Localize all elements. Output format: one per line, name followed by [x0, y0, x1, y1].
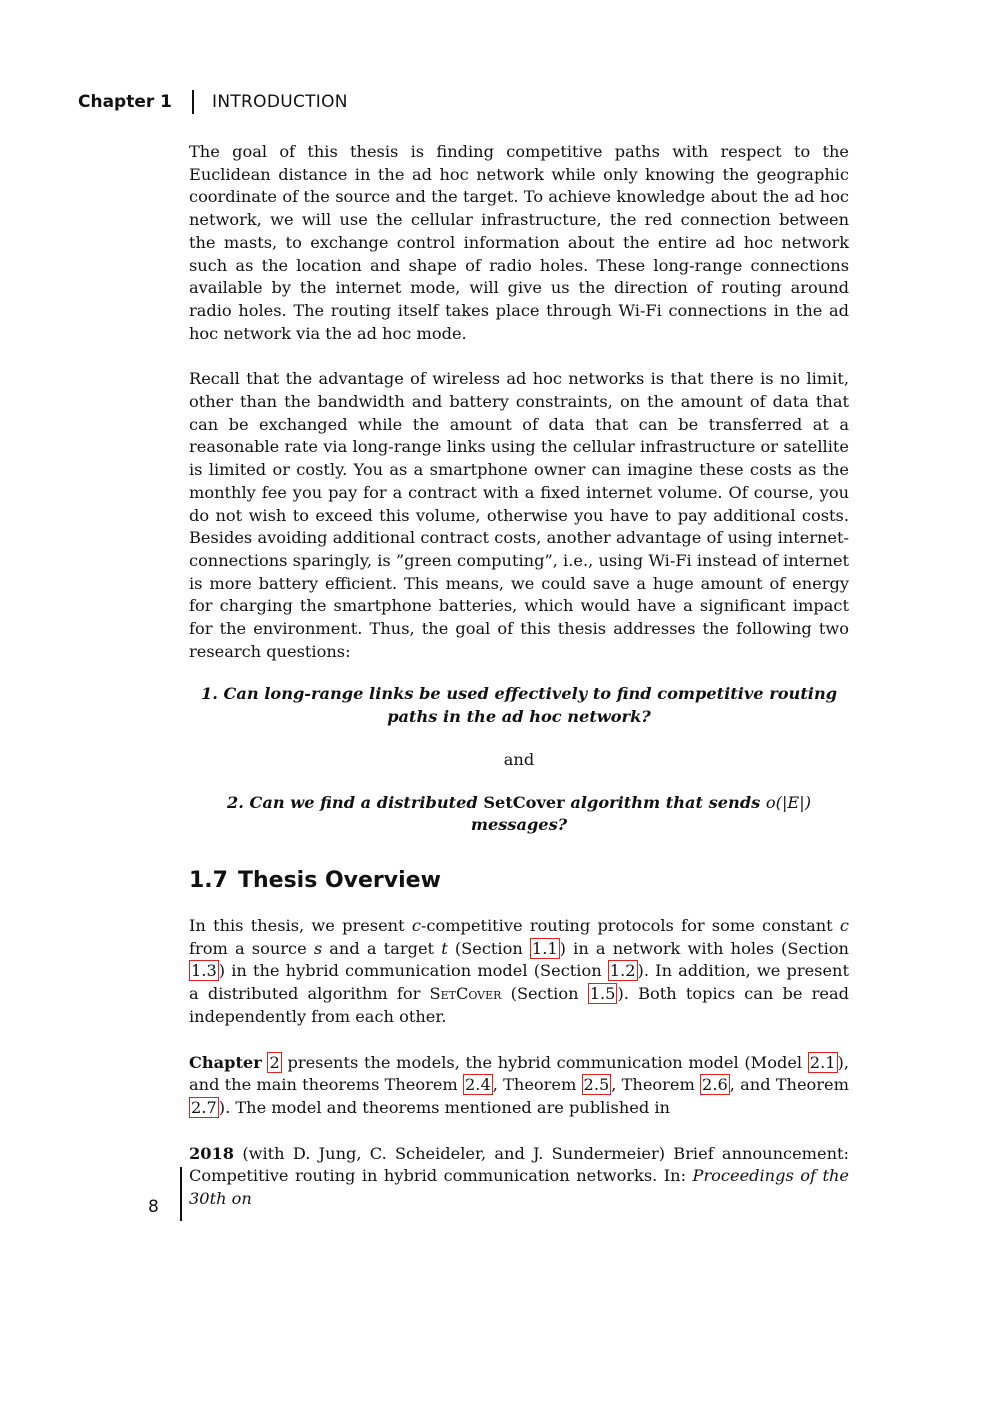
- text: ) in the hybrid communication model (Section: [218, 961, 602, 981]
- paragraph-publication: [189, 1143, 849, 1211]
- header-chapter: Chapter 1: [78, 92, 173, 112]
- paragraph-goal: The goal of this thesis is finding competitive paths with respect to the Euclidean distance in the ad hoc network while only knowing the geographic coordinate of the source and the target. To achieve knowledge about the ad hoc network, we will use the cellular infrastructure, the red connection between the masts, to exchange control information about the entire ad hoc network such as the location and shape of radio holes. These long-range connections available by the internet mode, will give us the direction of routing around radio holes. The routing itself takes place through Wi-Fi connections in the ad hoc network via the ad hoc mode.: [189, 142, 849, 343]
- text: ), and the main theorems Theorem: [189, 1052, 850, 1095]
- body-text: [189, 141, 849, 1211]
- setcover-name: SetCover: [429, 984, 502, 1004]
- text: ). In addition, we present a distributed algorithm for: [189, 961, 849, 1004]
- ref-section-1-5[interactable]: 1.5: [589, 984, 616, 1004]
- text: from a source: [189, 938, 307, 958]
- q2-mid: algorithm that sends: [570, 792, 761, 812]
- paragraph-chapter-2: [189, 1052, 849, 1120]
- math-c: c: [411, 915, 421, 935]
- q2-setcover: SetCover: [483, 792, 565, 812]
- text: (with D. Jung, C. Scheideler, and J. Sundermeier) Brief announcement: Competitive routing in hybrid communication networks. In:: [189, 1143, 849, 1186]
- text: (Section: [454, 938, 523, 958]
- research-question-1: 1. Can long-range links be used effectively to find competitive routing paths in the ad hoc network?: [200, 684, 838, 727]
- publication-venue: Proceedings of the 30th on: [189, 1166, 849, 1209]
- header-divider: [192, 90, 194, 114]
- ref-theorem-2-4[interactable]: 2.4: [465, 1075, 491, 1095]
- text: , Theorem: [611, 1075, 695, 1095]
- text: In this thesis, we present: [189, 915, 405, 935]
- text: ). The model and theorems mentioned are published in: [218, 1097, 670, 1117]
- section-number: 1.7: [189, 867, 228, 893]
- text: presents the models, the hybrid communication model (Model: [287, 1052, 803, 1072]
- header-section: INTRODUCTION: [212, 92, 348, 112]
- q2-pre: 2. Can we find a distributed: [226, 792, 478, 812]
- paragraph-overview: [189, 915, 849, 1029]
- ref-section-1-2[interactable]: 1.2: [609, 961, 636, 981]
- ref-chapter-2[interactable]: 2: [269, 1052, 280, 1072]
- q2-post: messages?: [470, 815, 568, 835]
- section-heading: [189, 867, 849, 895]
- math-t: t: [441, 938, 448, 958]
- text: ) in a network with holes (Section: [559, 938, 849, 958]
- math-s: s: [313, 938, 323, 958]
- section-title: Thesis Overview: [237, 867, 441, 893]
- running-header: [78, 89, 348, 115]
- questions-conjunction: and: [503, 749, 535, 769]
- chapter-label: Chapter: [189, 1052, 262, 1072]
- ref-section-1-1[interactable]: 1.1: [531, 938, 558, 958]
- math-c: c: [839, 915, 849, 935]
- ref-theorem-2-7[interactable]: 2.7: [191, 1097, 217, 1117]
- research-question-2: [189, 792, 849, 837]
- text: ). Both topics can be read independently from each other.: [189, 984, 849, 1026]
- text: -competitive routing protocols for some constant: [420, 915, 833, 935]
- ref-model-2-1[interactable]: 2.1: [809, 1052, 836, 1072]
- ref-theorem-2-5[interactable]: 2.5: [583, 1075, 610, 1095]
- paragraph-recall: Recall that the advantage of wireless ad hoc networks is that there is no limit, other than the bandwidth and battery constraints, on the amount of data that can be exchanged while the amount of data that can be transferred at a reasonable rate via long-range links using the cellular infrastructure or satellite is limited or costly. You as a smartphone owner can imagine these costs as the monthly fee you pay for a contract with a fixed internet volume. Of course, you do not wish to exceed this volume, otherwise you have to pay additional costs. Besides avoiding additional contract costs, another advantage of using internet-connections sparingly, is ”green computing”, i.e., using Wi-Fi instead of internet is more battery efficient. This means, we could save a huge amount of energy for charging the smartphone batteries, which would have a significant impact for the environment. Thus, the goal of this thesis addresses the following two research questions:: [189, 369, 849, 661]
- footer-divider: [180, 1167, 182, 1221]
- q2-math: o(|E|): [765, 792, 812, 812]
- ref-theorem-2-6[interactable]: 2.6: [702, 1075, 728, 1095]
- text: , Theorem: [492, 1075, 577, 1095]
- text: (Section: [510, 984, 579, 1004]
- ref-section-1-3[interactable]: 1.3: [191, 961, 217, 981]
- text: and a target: [329, 938, 435, 958]
- page-number: 8: [148, 1197, 159, 1217]
- text: , and Theorem: [729, 1075, 849, 1095]
- publication-year: 2018: [189, 1143, 235, 1163]
